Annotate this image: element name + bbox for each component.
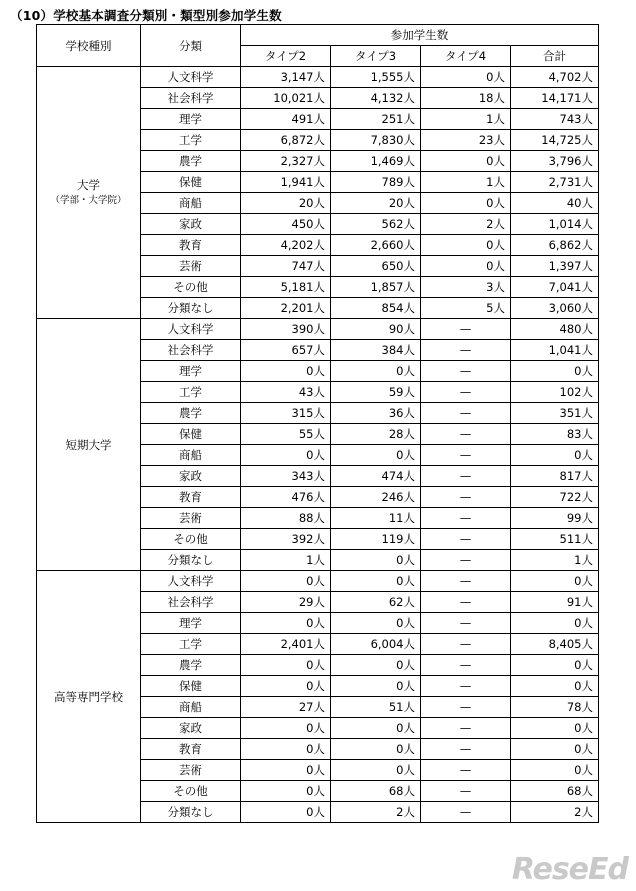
type2-cell: 1人 xyxy=(241,550,331,571)
table-row xyxy=(37,571,599,592)
total-cell: 91人 xyxy=(511,592,599,613)
type4-cell: — xyxy=(421,529,511,550)
total-cell: 1,041人 xyxy=(511,340,599,361)
category-cell: 家政 xyxy=(141,466,241,487)
type4-cell: 0人 xyxy=(421,151,511,172)
category-cell: 工学 xyxy=(141,130,241,151)
type2-cell: 491人 xyxy=(241,109,331,130)
category-cell: その他 xyxy=(141,277,241,298)
type3-cell: 0人 xyxy=(331,718,421,739)
total-cell: 14,171人 xyxy=(511,88,599,109)
total-cell: 2,731人 xyxy=(511,172,599,193)
total-cell: 14,725人 xyxy=(511,130,599,151)
type2-cell: 3,147人 xyxy=(241,67,331,88)
type2-cell: 2,401人 xyxy=(241,634,331,655)
category-cell: 保健 xyxy=(141,172,241,193)
type3-cell: 68人 xyxy=(331,781,421,802)
type2-cell: 2,201人 xyxy=(241,298,331,319)
category-cell: 理学 xyxy=(141,361,241,382)
category-cell: 人文科学 xyxy=(141,67,241,88)
page-title: （10）学校基本調査分類別・類型別参加学生数 xyxy=(10,8,282,23)
type3-cell: 0人 xyxy=(331,571,421,592)
type3-cell: 2,660人 xyxy=(331,235,421,256)
total-cell: 0人 xyxy=(511,613,599,634)
header-school-type: 学校種別 xyxy=(37,25,141,67)
type2-cell: 0人 xyxy=(241,781,331,802)
type4-cell: — xyxy=(421,697,511,718)
category-cell: 商船 xyxy=(141,697,241,718)
category-cell: 教育 xyxy=(141,487,241,508)
type2-cell: 315人 xyxy=(241,403,331,424)
type4-cell: — xyxy=(421,487,511,508)
type4-cell: — xyxy=(421,781,511,802)
type4-cell: 1人 xyxy=(421,172,511,193)
header-row-1 xyxy=(37,25,599,46)
type2-cell: 0人 xyxy=(241,445,331,466)
type2-cell: 0人 xyxy=(241,718,331,739)
type2-cell: 55人 xyxy=(241,424,331,445)
total-cell: 0人 xyxy=(511,676,599,697)
type4-cell: — xyxy=(421,508,511,529)
category-cell: 家政 xyxy=(141,718,241,739)
total-cell: 68人 xyxy=(511,781,599,802)
category-cell: 理学 xyxy=(141,613,241,634)
type4-cell: — xyxy=(421,760,511,781)
type3-cell: 384人 xyxy=(331,340,421,361)
type3-cell: 854人 xyxy=(331,298,421,319)
category-cell: 人文科学 xyxy=(141,319,241,340)
type4-cell: — xyxy=(421,550,511,571)
total-cell: 351人 xyxy=(511,403,599,424)
type4-cell: 5人 xyxy=(421,298,511,319)
type2-cell: 43人 xyxy=(241,382,331,403)
category-cell: 工学 xyxy=(141,382,241,403)
type2-cell: 2,327人 xyxy=(241,151,331,172)
type4-cell: — xyxy=(421,739,511,760)
header-type3: タイプ3 xyxy=(331,46,421,67)
total-cell: 722人 xyxy=(511,487,599,508)
type2-cell: 747人 xyxy=(241,256,331,277)
type4-cell: — xyxy=(421,655,511,676)
school-type-cell xyxy=(37,571,141,823)
type4-cell: 0人 xyxy=(421,67,511,88)
type3-cell: 20人 xyxy=(331,193,421,214)
type3-cell: 650人 xyxy=(331,256,421,277)
school-type-name: 高等専門学校 xyxy=(54,689,123,704)
type3-cell: 59人 xyxy=(331,382,421,403)
category-cell: 社会科学 xyxy=(141,340,241,361)
type3-cell: 0人 xyxy=(331,445,421,466)
type3-cell: 0人 xyxy=(331,550,421,571)
header-type4: タイプ4 xyxy=(421,46,511,67)
category-cell: 商船 xyxy=(141,193,241,214)
type2-cell: 0人 xyxy=(241,760,331,781)
type2-cell: 4,202人 xyxy=(241,235,331,256)
type3-cell: 251人 xyxy=(331,109,421,130)
type2-cell: 6,872人 xyxy=(241,130,331,151)
header-category: 分類 xyxy=(141,25,241,67)
type3-cell: 4,132人 xyxy=(331,88,421,109)
total-cell: 0人 xyxy=(511,361,599,382)
category-cell: 農学 xyxy=(141,655,241,676)
type4-cell: 23人 xyxy=(421,130,511,151)
category-cell: 分類なし xyxy=(141,550,241,571)
table-row xyxy=(37,319,599,340)
category-cell: 芸術 xyxy=(141,508,241,529)
type3-cell: 62人 xyxy=(331,592,421,613)
total-cell: 0人 xyxy=(511,718,599,739)
category-cell: その他 xyxy=(141,529,241,550)
type3-cell: 11人 xyxy=(331,508,421,529)
type4-cell: 0人 xyxy=(421,256,511,277)
type3-cell: 0人 xyxy=(331,739,421,760)
type2-cell: 88人 xyxy=(241,508,331,529)
category-cell: 芸術 xyxy=(141,256,241,277)
category-cell: 教育 xyxy=(141,235,241,256)
type2-cell: 657人 xyxy=(241,340,331,361)
category-cell: 保健 xyxy=(141,424,241,445)
type4-cell: — xyxy=(421,676,511,697)
type3-cell: 0人 xyxy=(331,361,421,382)
type4-cell: — xyxy=(421,319,511,340)
type4-cell: 18人 xyxy=(421,88,511,109)
category-cell: 分類なし xyxy=(141,298,241,319)
type4-cell: — xyxy=(421,466,511,487)
type3-cell: 7,830人 xyxy=(331,130,421,151)
total-cell: 2人 xyxy=(511,802,599,823)
total-cell: 0人 xyxy=(511,445,599,466)
type3-cell: 246人 xyxy=(331,487,421,508)
total-cell: 0人 xyxy=(511,655,599,676)
type4-cell: 0人 xyxy=(421,193,511,214)
type2-cell: 0人 xyxy=(241,571,331,592)
category-cell: 教育 xyxy=(141,739,241,760)
category-cell: 社会科学 xyxy=(141,592,241,613)
table-row xyxy=(37,67,599,88)
total-cell: 0人 xyxy=(511,760,599,781)
category-cell: 人文科学 xyxy=(141,571,241,592)
header-total: 合計 xyxy=(511,46,599,67)
type3-cell: 474人 xyxy=(331,466,421,487)
total-cell: 1人 xyxy=(511,550,599,571)
type3-cell: 119人 xyxy=(331,529,421,550)
type2-cell: 392人 xyxy=(241,529,331,550)
type3-cell: 562人 xyxy=(331,214,421,235)
total-cell: 0人 xyxy=(511,739,599,760)
category-cell: 工学 xyxy=(141,634,241,655)
type2-cell: 0人 xyxy=(241,676,331,697)
type4-cell: — xyxy=(421,361,511,382)
total-cell: 3,796人 xyxy=(511,151,599,172)
watermark-logo: ReseEd xyxy=(511,852,628,887)
type3-cell: 90人 xyxy=(331,319,421,340)
type2-cell: 0人 xyxy=(241,802,331,823)
header-type2: タイプ2 xyxy=(241,46,331,67)
school-type-cell xyxy=(37,67,141,319)
participants-table xyxy=(36,24,599,823)
total-cell: 78人 xyxy=(511,697,599,718)
type3-cell: 2人 xyxy=(331,802,421,823)
type4-cell: — xyxy=(421,382,511,403)
type2-cell: 0人 xyxy=(241,361,331,382)
total-cell: 40人 xyxy=(511,193,599,214)
total-cell: 99人 xyxy=(511,508,599,529)
category-cell: 保健 xyxy=(141,676,241,697)
type2-cell: 343人 xyxy=(241,466,331,487)
type3-cell: 1,555人 xyxy=(331,67,421,88)
category-cell: 家政 xyxy=(141,214,241,235)
type2-cell: 450人 xyxy=(241,214,331,235)
category-cell: 芸術 xyxy=(141,760,241,781)
type4-cell: — xyxy=(421,802,511,823)
type4-cell: — xyxy=(421,424,511,445)
total-cell: 743人 xyxy=(511,109,599,130)
type2-cell: 5,181人 xyxy=(241,277,331,298)
type3-cell: 0人 xyxy=(331,676,421,697)
school-type-cell xyxy=(37,319,141,571)
type2-cell: 476人 xyxy=(241,487,331,508)
total-cell: 480人 xyxy=(511,319,599,340)
type3-cell: 789人 xyxy=(331,172,421,193)
type2-cell: 20人 xyxy=(241,193,331,214)
type4-cell: 2人 xyxy=(421,214,511,235)
total-cell: 102人 xyxy=(511,382,599,403)
type2-cell: 0人 xyxy=(241,739,331,760)
type3-cell: 0人 xyxy=(331,655,421,676)
total-cell: 4,702人 xyxy=(511,67,599,88)
type3-cell: 6,004人 xyxy=(331,634,421,655)
type4-cell: — xyxy=(421,403,511,424)
type2-cell: 390人 xyxy=(241,319,331,340)
type2-cell: 1,941人 xyxy=(241,172,331,193)
total-cell: 83人 xyxy=(511,424,599,445)
category-cell: 農学 xyxy=(141,403,241,424)
total-cell: 3,060人 xyxy=(511,298,599,319)
total-cell: 8,405人 xyxy=(511,634,599,655)
total-cell: 7,041人 xyxy=(511,277,599,298)
type3-cell: 51人 xyxy=(331,697,421,718)
type4-cell: — xyxy=(421,571,511,592)
type4-cell: 1人 xyxy=(421,109,511,130)
total-cell: 6,862人 xyxy=(511,235,599,256)
category-cell: 社会科学 xyxy=(141,88,241,109)
category-cell: 分類なし xyxy=(141,802,241,823)
total-cell: 1,397人 xyxy=(511,256,599,277)
type3-cell: 28人 xyxy=(331,424,421,445)
school-type-name: 短期大学 xyxy=(65,437,112,452)
category-cell: 理学 xyxy=(141,109,241,130)
category-cell: その他 xyxy=(141,781,241,802)
type4-cell: 0人 xyxy=(421,235,511,256)
type4-cell: — xyxy=(421,445,511,466)
type4-cell: — xyxy=(421,340,511,361)
type3-cell: 1,469人 xyxy=(331,151,421,172)
category-cell: 商船 xyxy=(141,445,241,466)
type3-cell: 1,857人 xyxy=(331,277,421,298)
type2-cell: 27人 xyxy=(241,697,331,718)
type2-cell: 29人 xyxy=(241,592,331,613)
type3-cell: 0人 xyxy=(331,760,421,781)
type4-cell: — xyxy=(421,634,511,655)
total-cell: 817人 xyxy=(511,466,599,487)
school-type-name: 大学 xyxy=(77,177,100,192)
type2-cell: 10,021人 xyxy=(241,88,331,109)
type4-cell: — xyxy=(421,592,511,613)
category-cell: 農学 xyxy=(141,151,241,172)
header-participants: 参加学生数 xyxy=(241,25,599,46)
type3-cell: 36人 xyxy=(331,403,421,424)
type4-cell: — xyxy=(421,613,511,634)
total-cell: 1,014人 xyxy=(511,214,599,235)
total-cell: 511人 xyxy=(511,529,599,550)
type2-cell: 0人 xyxy=(241,655,331,676)
total-cell: 0人 xyxy=(511,571,599,592)
type4-cell: — xyxy=(421,718,511,739)
type4-cell: 3人 xyxy=(421,277,511,298)
type3-cell: 0人 xyxy=(331,613,421,634)
type2-cell: 0人 xyxy=(241,613,331,634)
school-type-sub: （学部・大学院） xyxy=(50,194,127,206)
